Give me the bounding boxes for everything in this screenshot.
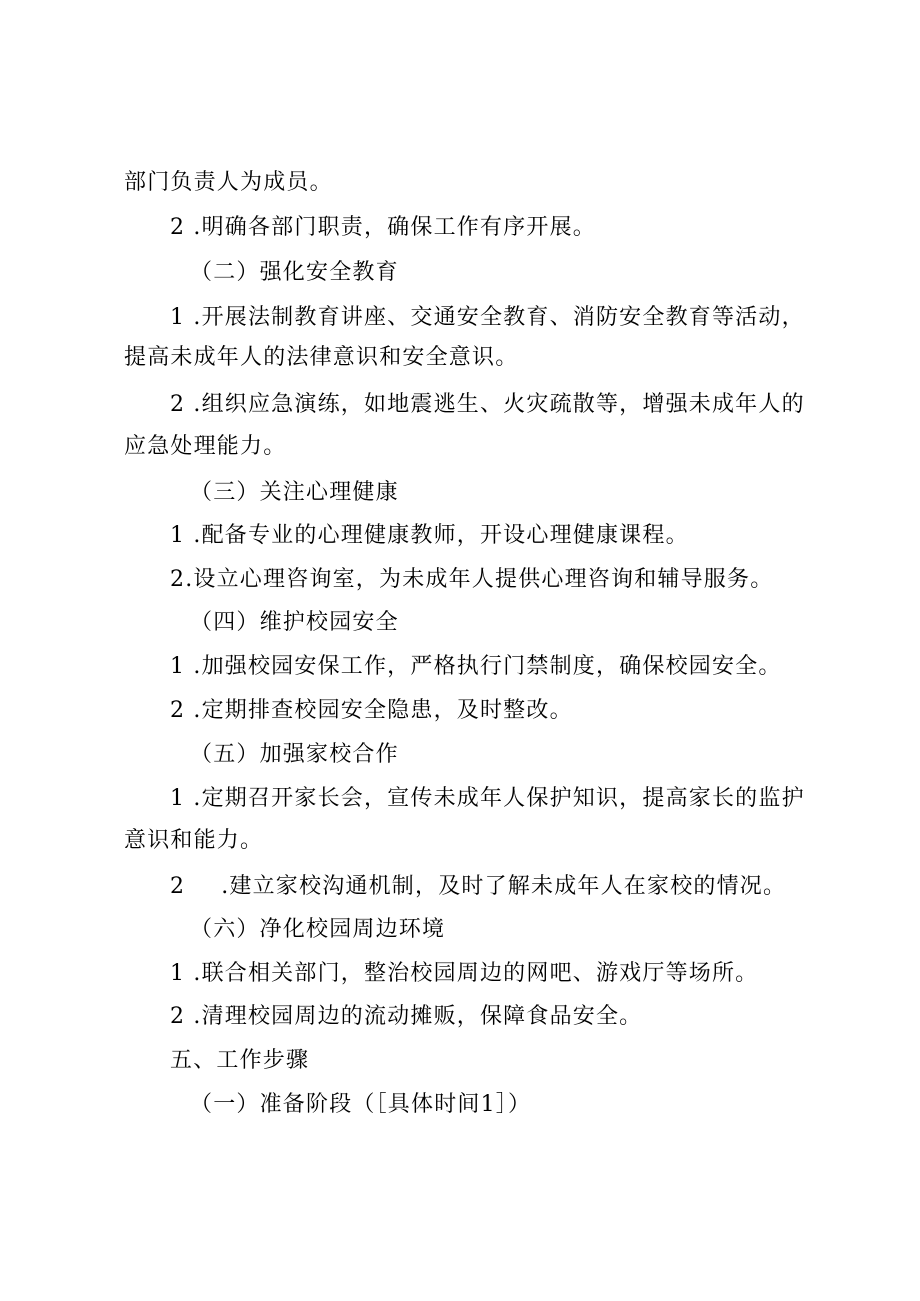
- paragraph-continuation: 部门负责人为成员。: [124, 170, 333, 195]
- list-item: 1 .配备专业的心理健康教师，开设心理健康课程。: [170, 523, 689, 548]
- list-item-continuation: 应急处理能力。: [124, 434, 287, 459]
- list-item: 2 .清理校园周边的流动摊贩，保障食品安全。: [170, 1004, 643, 1029]
- list-item-continuation: 提高未成年人的法律意识和安全意识。: [124, 345, 519, 370]
- list-item: 2.设立心理咨询室，为未成年人提供心理咨询和辅导服务。: [170, 567, 774, 592]
- chapter-heading: 五、工作步骤: [170, 1048, 310, 1073]
- list-item: 1 .开展法制教育讲座、交通安全教育、消防安全教育等活动，: [170, 305, 805, 330]
- list-item: 2 .定期排查校园安全隐患，及时整改。: [170, 698, 573, 723]
- list-item: 1 .联合相关部门，整治校园周边的网吧、游戏厅等场所。: [170, 961, 759, 986]
- list-item-number: 2: [170, 874, 186, 899]
- list-item: [170, 872, 786, 902]
- list-item: 2 .明确各部门职责，确保工作有序开展。: [170, 215, 596, 240]
- list-item: 2 .组织应急演练，如地震逃生、火灾疏散等，增强未成年人的: [170, 392, 805, 417]
- section-heading: （四）维护校园安全: [190, 610, 399, 635]
- section-heading: （六）净化校园周边环境: [190, 917, 446, 942]
- section-heading: （二）强化安全教育: [190, 260, 399, 285]
- list-item-continuation: 意识和能力。: [124, 828, 264, 853]
- section-heading: （三）关注心理健康: [190, 480, 399, 505]
- section-heading: （一）准备阶段（［具体时间1］）: [190, 1092, 532, 1117]
- list-item: 1 .加强校园安保工作，严格执行门禁制度，确保校园安全。: [170, 654, 782, 679]
- list-item: 1 .定期召开家长会，宣传未成年人保护知识，提高家长的监护: [170, 786, 805, 811]
- list-item-text: .建立家校沟通机制，及时了解未成年人在家校的情况。: [221, 874, 787, 899]
- section-heading: （五）加强家校合作: [190, 742, 399, 767]
